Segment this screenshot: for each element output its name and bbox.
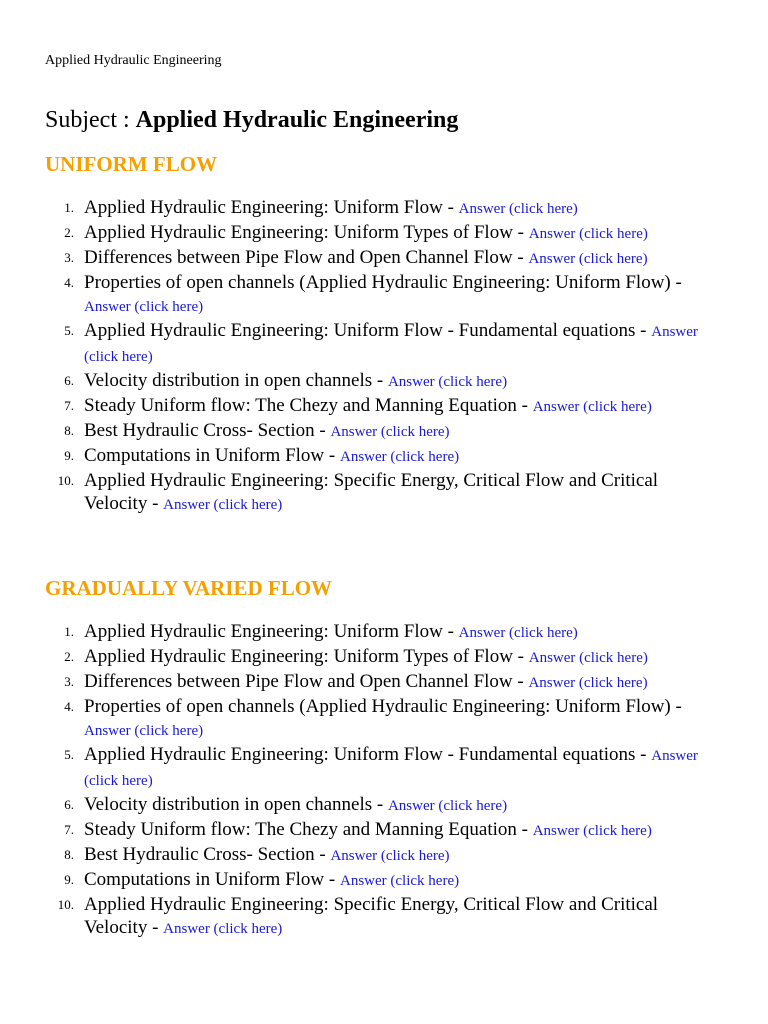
list-item-body [84, 369, 724, 394]
topic-title: Applied Hydraulic Engineering: Uniform Flow - [84, 621, 459, 642]
list-item [0, 221, 768, 246]
topic-title: Steady Uniform flow: The Chezy and Manning Equation - [84, 395, 533, 416]
list-item [0, 271, 768, 319]
list-item-number: 10. [57, 897, 74, 912]
list-item [0, 793, 768, 818]
list-item-body [84, 793, 724, 818]
answer-link[interactable]: Answer (click here) [458, 625, 578, 641]
list-item-body [84, 444, 724, 469]
list-item [0, 843, 768, 868]
topic-title: Steady Uniform flow: The Chezy and Manning Equation - [84, 819, 533, 840]
answer-link[interactable]: Answer (click here) [528, 650, 648, 666]
answer-link[interactable]: Answer (click here) [387, 798, 508, 814]
list-item [0, 369, 768, 394]
list-item-number: 2. [64, 649, 74, 664]
topic-title: Differences between Pipe Flow and Open Channel Flow - [84, 247, 529, 268]
list-item-body [84, 394, 724, 419]
topic-title: Velocity distribution in open channels - [84, 370, 388, 391]
list-item [0, 246, 768, 271]
list-item-number: 6. [64, 373, 74, 388]
list-item-body [84, 221, 724, 246]
list-item [0, 818, 768, 843]
list-item [0, 419, 768, 444]
list-item-number: 7. [64, 398, 74, 413]
answer-link[interactable]: Answer (click here) [532, 399, 652, 415]
list-item-body [84, 196, 724, 221]
answer-link[interactable]: Answer (click here) [339, 449, 460, 465]
answer-link[interactable]: Answer (click here) [84, 748, 698, 789]
answer-link[interactable]: Answer (click here) [458, 201, 578, 217]
topic-title: Differences between Pipe Flow and Open Channel Flow - [84, 671, 529, 692]
answer-link[interactable]: Answer (click here) [163, 921, 283, 937]
section-heading-uniform-flow: UNIFORM FLOW [45, 152, 218, 176]
list-item [0, 670, 768, 695]
topic-title: Best Hydraulic Cross- Section - [84, 844, 331, 865]
list-item-body [84, 645, 724, 670]
list-item [0, 394, 768, 419]
answer-link[interactable]: Answer (click here) [532, 823, 652, 839]
subject-value: Applied Hydraulic Engineering [135, 107, 459, 133]
answer-link[interactable]: Answer (click here) [528, 226, 648, 242]
list-item-number: 5. [64, 323, 74, 338]
subject-label: Subject : [45, 107, 136, 133]
subject-line [45, 105, 458, 135]
list-item-number: 4. [64, 699, 74, 714]
list-item-body [84, 246, 724, 271]
list-item-number: 5. [64, 747, 74, 762]
list-item-number: 8. [64, 847, 74, 862]
list-item-body [84, 695, 724, 743]
list-item-number: 1. [64, 624, 74, 639]
list-item-body [84, 319, 724, 369]
list-item [0, 645, 768, 670]
topic-title: Properties of open channels (Applied Hydraulic Engineering: Uniform Flow) - [84, 272, 682, 293]
list-item [0, 893, 768, 941]
topic-title: Applied Hydraulic Engineering: Specific Energy, Critical Flow and Critical Velocity - [84, 894, 659, 938]
list-item [0, 444, 768, 469]
list-item-body [84, 271, 724, 319]
list-item-body [84, 620, 724, 645]
answer-link[interactable]: Answer (click here) [84, 723, 204, 739]
list-item-body [84, 893, 724, 941]
list-item-number: 7. [64, 822, 74, 837]
list-item [0, 469, 768, 517]
topic-title: Best Hydraulic Cross- Section - [84, 420, 331, 441]
list-item [0, 196, 768, 221]
answer-link[interactable]: Answer (click here) [330, 424, 450, 440]
list-item-body [84, 868, 724, 893]
answer-link[interactable]: Answer (click here) [528, 675, 648, 691]
topic-title: Applied Hydraulic Engineering: Uniform Types of Flow - [84, 222, 529, 243]
list-item [0, 319, 768, 369]
list-item-body [84, 469, 724, 517]
list-item-number: 6. [64, 797, 74, 812]
list-item-number: 10. [57, 473, 74, 488]
topic-title: Properties of open channels (Applied Hydraulic Engineering: Uniform Flow) - [84, 696, 682, 717]
answer-link[interactable]: Answer (click here) [84, 324, 698, 365]
list-item-body [84, 670, 724, 695]
list-item-body [84, 843, 724, 868]
topic-title: Applied Hydraulic Engineering: Uniform Types of Flow - [84, 646, 529, 667]
list-item-number: 9. [64, 448, 74, 463]
topic-list-uniform-flow [0, 196, 768, 517]
answer-link[interactable]: Answer (click here) [163, 497, 283, 513]
answer-link[interactable]: Answer (click here) [84, 299, 204, 315]
list-item [0, 868, 768, 893]
list-item-body [84, 743, 724, 793]
topic-title: Applied Hydraulic Engineering: Uniform Flow - [84, 197, 459, 218]
list-item-number: 1. [64, 200, 74, 215]
topic-title: Applied Hydraulic Engineering: Uniform Flow - Fundamental equations - [84, 744, 652, 765]
answer-link[interactable]: Answer (click here) [339, 873, 460, 889]
answer-link[interactable]: Answer (click here) [528, 251, 648, 267]
list-item-number: 3. [64, 250, 74, 265]
list-item-number: 4. [64, 275, 74, 290]
topic-title: Velocity distribution in open channels - [84, 794, 388, 815]
list-item-number: 2. [64, 225, 74, 240]
list-item [0, 743, 768, 793]
list-item-number: 8. [64, 423, 74, 438]
topic-list-gradually-varied-flow [0, 620, 768, 941]
running-title: Applied Hydraulic Engineering [45, 53, 222, 68]
topic-title: Computations in Uniform Flow - [84, 869, 340, 890]
section-heading-gradually-varied-flow: GRADUALLY VARIED FLOW [45, 576, 333, 600]
list-item-body [84, 419, 724, 444]
answer-link[interactable]: Answer (click here) [387, 374, 508, 390]
list-item-number: 3. [64, 674, 74, 689]
topic-title: Applied Hydraulic Engineering: Uniform Flow - Fundamental equations - [84, 320, 652, 341]
answer-link[interactable]: Answer (click here) [330, 848, 450, 864]
list-item [0, 620, 768, 645]
topic-title: Applied Hydraulic Engineering: Specific Energy, Critical Flow and Critical Velocity - [84, 470, 659, 514]
list-item-number: 9. [64, 872, 74, 887]
topic-title: Computations in Uniform Flow - [84, 445, 340, 466]
list-item [0, 695, 768, 743]
list-item-body [84, 818, 724, 843]
